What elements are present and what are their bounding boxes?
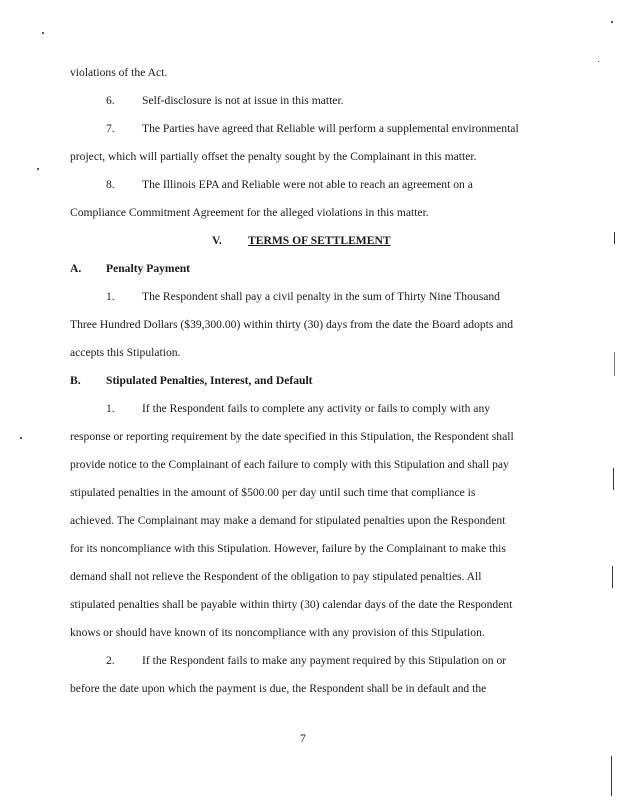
paragraph-continuation: violations of the Act.	[70, 66, 168, 79]
scan-speck	[37, 168, 39, 170]
scan-edge-mark	[611, 756, 612, 796]
item-6-text: Self-disclosure is not at issue in this matter.	[142, 94, 344, 107]
item-6-number: 6.	[106, 94, 115, 107]
page-number: 7	[300, 732, 306, 745]
b-item-2-text-line-1: If the Respondent fails to make any payment required by this Stipulation on or	[142, 654, 507, 667]
b-item-1-number: 1.	[106, 402, 115, 415]
scan-speck	[42, 32, 44, 34]
scan-edge-mark	[612, 566, 613, 588]
scan-edge-mark	[614, 352, 615, 376]
item-7-number: 7.	[106, 122, 115, 135]
subsection-a-title: Penalty Payment	[106, 262, 191, 275]
scan-speck	[20, 437, 22, 439]
item-8-text-line-2: Compliance Commitment Agreement for the alleged violations in this matter.	[70, 206, 429, 219]
item-8-text-line-1: The Illinois EPA and Reliable were not able to reach an agreement on a	[142, 178, 473, 191]
scan-edge-mark	[613, 468, 614, 490]
scan-speck	[598, 61, 599, 62]
a-item-1-text-line-3: accepts this Stipulation.	[70, 346, 181, 359]
b-item-1-text-line-8: stipulated penalties shall be payable within thirty (30) calendar days of the date the Respondent	[70, 598, 513, 611]
b-item-1-text-line-1: If the Respondent fails to complete any activity or fails to comply with any	[142, 402, 491, 415]
b-item-1-text-line-6: for its noncompliance with this Stipulation. However, failure by the Complainant to make this	[70, 542, 506, 555]
scan-speck	[611, 21, 613, 23]
a-item-1-text-line-2: Three Hundred Dollars ($39,300.00) within thirty (30) days from the date the Board adopts and	[70, 318, 514, 331]
b-item-2-number: 2.	[106, 654, 115, 667]
b-item-1-text-line-7: demand shall not relieve the Respondent of the obligation to pay stipulated penalties. All	[70, 570, 482, 583]
b-item-1-text-line-9: knows or should have known of its noncompliance with any provision of this Stipulation.	[70, 626, 485, 639]
subsection-b-letter: B.	[70, 374, 81, 387]
a-item-1-number: 1.	[106, 290, 115, 303]
scan-edge-mark	[614, 232, 615, 244]
subsection-a-letter: A.	[70, 262, 82, 275]
a-item-1-text-line-1: The Respondent shall pay a civil penalty in the sum of Thirty Nine Thousand	[142, 290, 500, 303]
item-7-text-line-2: project, which will partially offset the penalty sought by the Complainant in this matter.	[70, 150, 477, 163]
subsection-b-title: Stipulated Penalties, Interest, and Default	[106, 374, 313, 387]
item-8-number: 8.	[106, 178, 115, 191]
b-item-1-text-line-4: stipulated penalties in the amount of $500.00 per day until such time that compliance is	[70, 486, 476, 499]
b-item-1-text-line-2: response or reporting requirement by the date specified in this Stipulation, the Respondent shall	[70, 430, 514, 443]
b-item-2-text-line-2: before the date upon which the payment is due, the Respondent shall be in default and the	[70, 682, 487, 695]
b-item-1-text-line-5: achieved. The Complainant may make a demand for stipulated penalties upon the Respondent	[70, 514, 506, 527]
b-item-1-text-line-3: provide notice to the Complainant of each failure to comply with this Stipulation and shall pay	[70, 458, 509, 471]
item-7-text-line-1: The Parties have agreed that Reliable will perform a supplemental environmental	[142, 122, 519, 135]
section-v-title: TERMS OF SETTLEMENT	[248, 234, 391, 247]
section-v-number: V.	[212, 234, 222, 247]
